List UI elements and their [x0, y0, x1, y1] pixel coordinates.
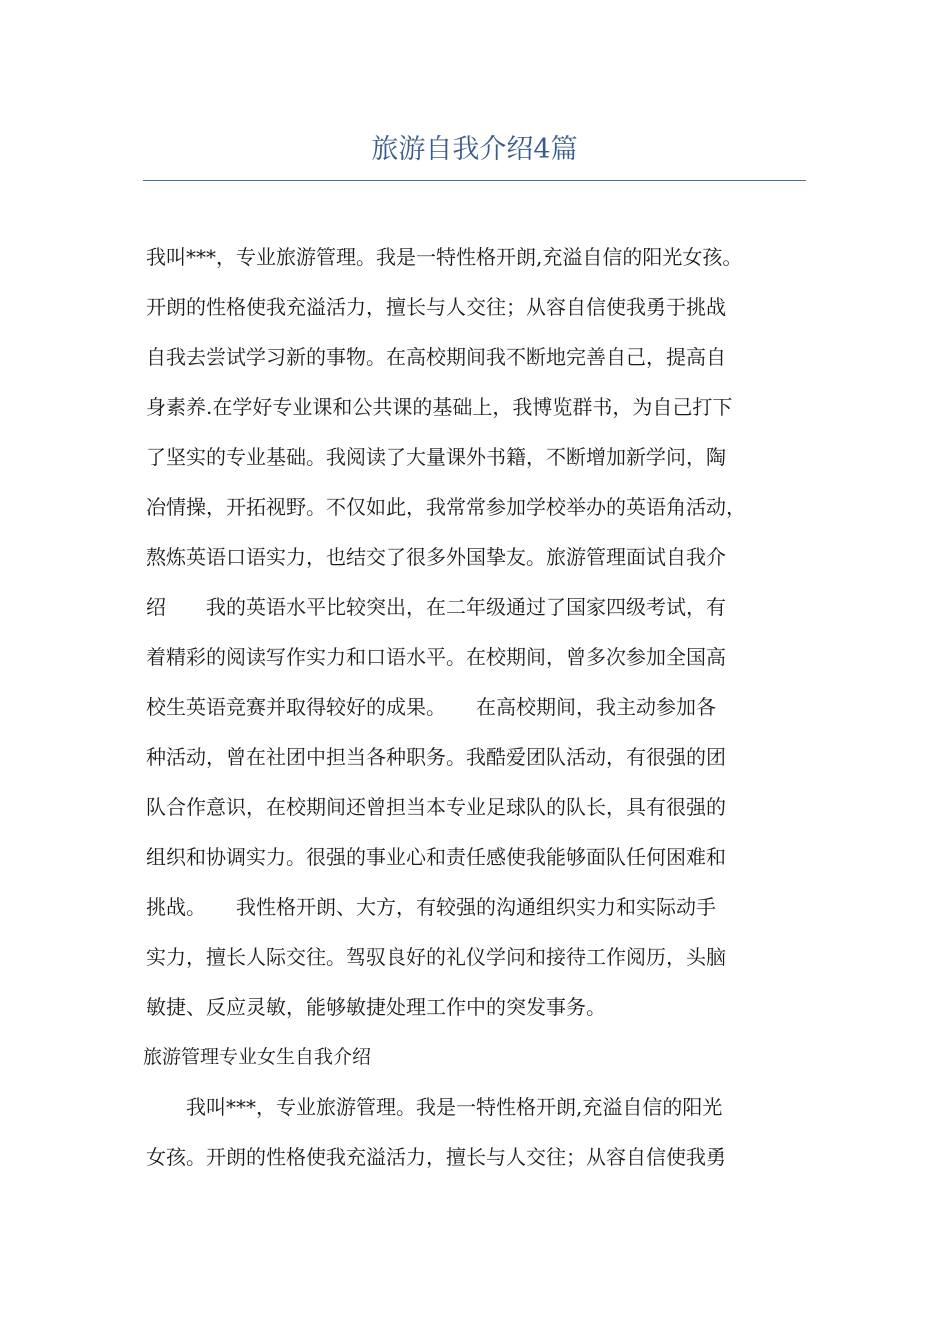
body-line: 自我去尝试学习新的事物。在高校期间我不断地完善自己，提高自 — [146, 345, 726, 369]
section-line: 我叫***，专业旅游管理。我是一特性格开朗,充溢自信的阳光 — [146, 1095, 723, 1119]
body-line: 身素养.在学好专业课和公共课的基础上，我博览群书，为自己打下 — [146, 395, 733, 419]
body-line: 了坚实的专业基础。我阅读了大量课外书籍，不断增加新学问，陶 — [146, 445, 726, 469]
body-line: 实力，擅长人际交往。驾驭良好的礼仪学问和接待工作阅历，头脑 — [146, 945, 726, 969]
section-heading: 旅游管理专业女生自我介绍 — [143, 1046, 372, 1068]
body-line: 种活动，曾在社团中担当各种职务。我酷爱团队活动，有很强的团 — [146, 745, 726, 769]
body-line: 校生英语竞赛并取得较好的成果。 在高校期间，我主动参加各 — [146, 695, 716, 719]
body-line: 开朗的性格使我充溢活力，擅长与人交往；从容自信使我勇于挑战 — [146, 295, 726, 319]
body-line: 冶情操，开拓视野。不仅如此，我常常参加学校举办的英语角活动， — [146, 495, 746, 519]
section-line: 女孩。开朗的性格使我充溢活力，擅长与人交往；从容自信使我勇 — [146, 1145, 726, 1169]
body-line: 组织和协调实力。很强的事业心和责任感使我能够面队任何困难和 — [146, 845, 726, 869]
body-line: 熬炼英语口语实力，也结交了很多外国挚友。旅游管理面试自我介 — [146, 545, 726, 569]
body-line: 挑战。 我性格开朗、大方，有较强的沟通组织实力和实际动手 — [146, 895, 716, 919]
body-line: 绍 我的英语水平比较突出，在二年级通过了国家四级考试，有 — [146, 595, 726, 619]
body-line: 敏捷、反应灵敏，能够敏捷处理工作中的突发事务。 — [146, 995, 606, 1019]
body-line: 我叫***，专业旅游管理。我是一特性格开朗,充溢自信的阳光女孩。 — [146, 245, 743, 269]
document-body — [143, 232, 826, 1182]
body-line: 队合作意识，在校期间还曾担当本专业足球队的队长，具有很强的 — [146, 795, 726, 819]
document-title: 旅游自我介绍4篇 — [371, 134, 578, 165]
title-underline — [143, 180, 806, 181]
body-line: 着精彩的阅读写作实力和口语水平。在校期间，曾多次参加全国高 — [146, 645, 726, 669]
